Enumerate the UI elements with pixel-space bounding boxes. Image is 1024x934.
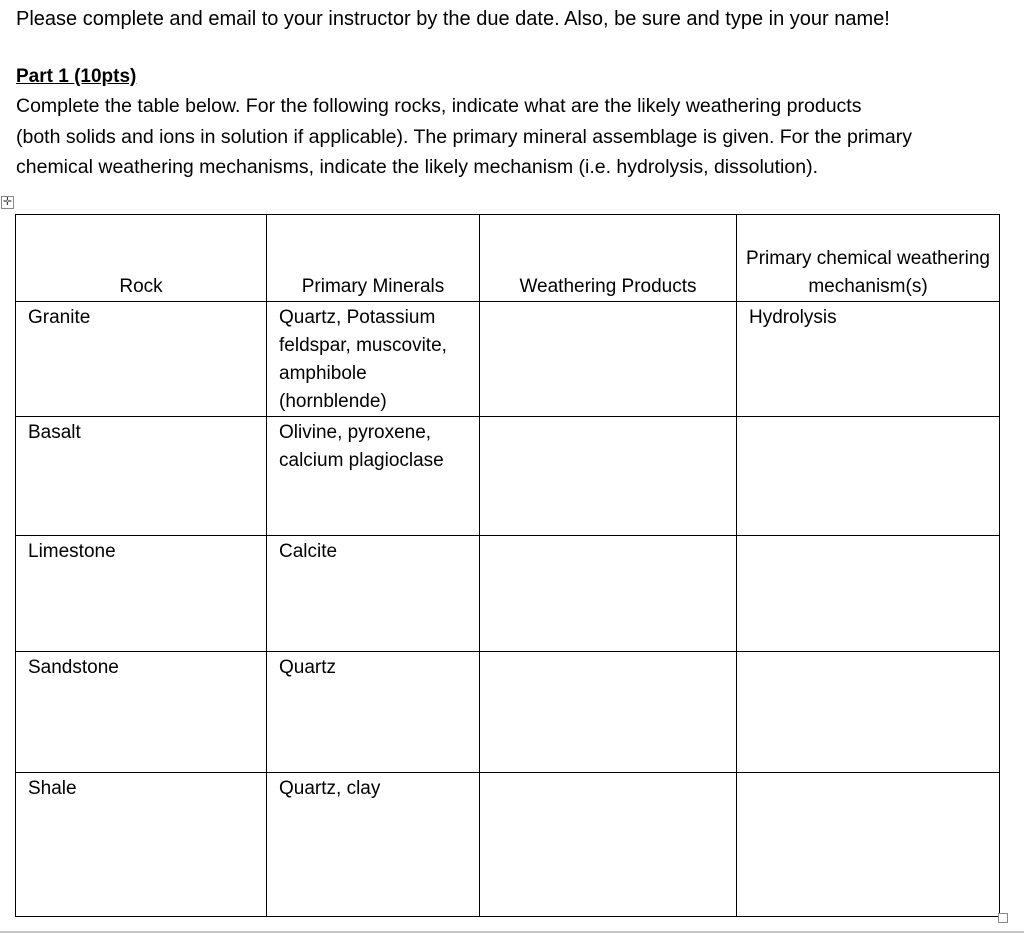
cell-minerals[interactable]: Quartz xyxy=(267,652,480,773)
cell-rock[interactable]: Sandstone xyxy=(16,652,267,773)
header-rock: Rock xyxy=(16,215,267,302)
header-weathering-products: Weathering Products xyxy=(480,215,737,302)
table-move-handle-icon[interactable]: ✛ xyxy=(2,196,13,208)
intro-text: Please complete and email to your instructor by the due date. Also, be sure and type in your name! xyxy=(16,8,890,30)
table-row xyxy=(16,773,1000,917)
cell-mechanism[interactable] xyxy=(737,773,1000,917)
cell-products[interactable] xyxy=(480,536,737,652)
cell-rock[interactable]: Shale xyxy=(16,773,267,917)
page-bottom-divider xyxy=(0,931,1024,933)
rock-weathering-table xyxy=(15,214,1000,917)
cell-minerals[interactable]: Quartz, Potassium feldspar, muscovite, amphibole (hornblende) xyxy=(267,302,480,417)
cell-mechanism[interactable] xyxy=(737,536,1000,652)
table-row xyxy=(16,302,1000,417)
table-row xyxy=(16,536,1000,652)
table-row xyxy=(16,417,1000,536)
cell-minerals[interactable]: Calcite xyxy=(267,536,480,652)
instructions-line: chemical weathering mechanisms, indicate the likely mechanism (i.e. hydrolysis, dissolution). xyxy=(16,156,818,178)
instructions-line: Complete the table below. For the following rocks, indicate what are the likely weathering products xyxy=(16,95,862,117)
cell-products[interactable] xyxy=(480,773,737,917)
table-header-row xyxy=(16,215,1000,302)
table-resize-handle-icon[interactable] xyxy=(998,913,1008,923)
cell-rock[interactable]: Basalt xyxy=(16,417,267,536)
header-weathering-mechanism: Primary chemical weathering mechanism(s) xyxy=(737,215,1000,302)
cell-minerals[interactable]: Quartz, clay xyxy=(267,773,480,917)
cell-products[interactable] xyxy=(480,417,737,536)
cell-rock[interactable]: Granite xyxy=(16,302,267,417)
cell-products[interactable] xyxy=(480,302,737,417)
cell-mechanism[interactable] xyxy=(737,417,1000,536)
part-heading: Part 1 (10pts) xyxy=(16,66,137,87)
cell-products[interactable] xyxy=(480,652,737,773)
cell-rock[interactable]: Limestone xyxy=(16,536,267,652)
cell-minerals[interactable]: Olivine, pyroxene, calcium plagioclase xyxy=(267,417,480,536)
instructions-line: (both solids and ions in solution if applicable). The primary mineral assemblage is given. For the primary xyxy=(16,125,912,148)
cell-mechanism[interactable] xyxy=(737,652,1000,773)
header-primary-minerals: Primary Minerals xyxy=(267,215,480,302)
cell-mechanism[interactable]: Hydrolysis xyxy=(737,302,1000,417)
instructions-paragraph xyxy=(16,91,1006,183)
table-row xyxy=(16,652,1000,773)
